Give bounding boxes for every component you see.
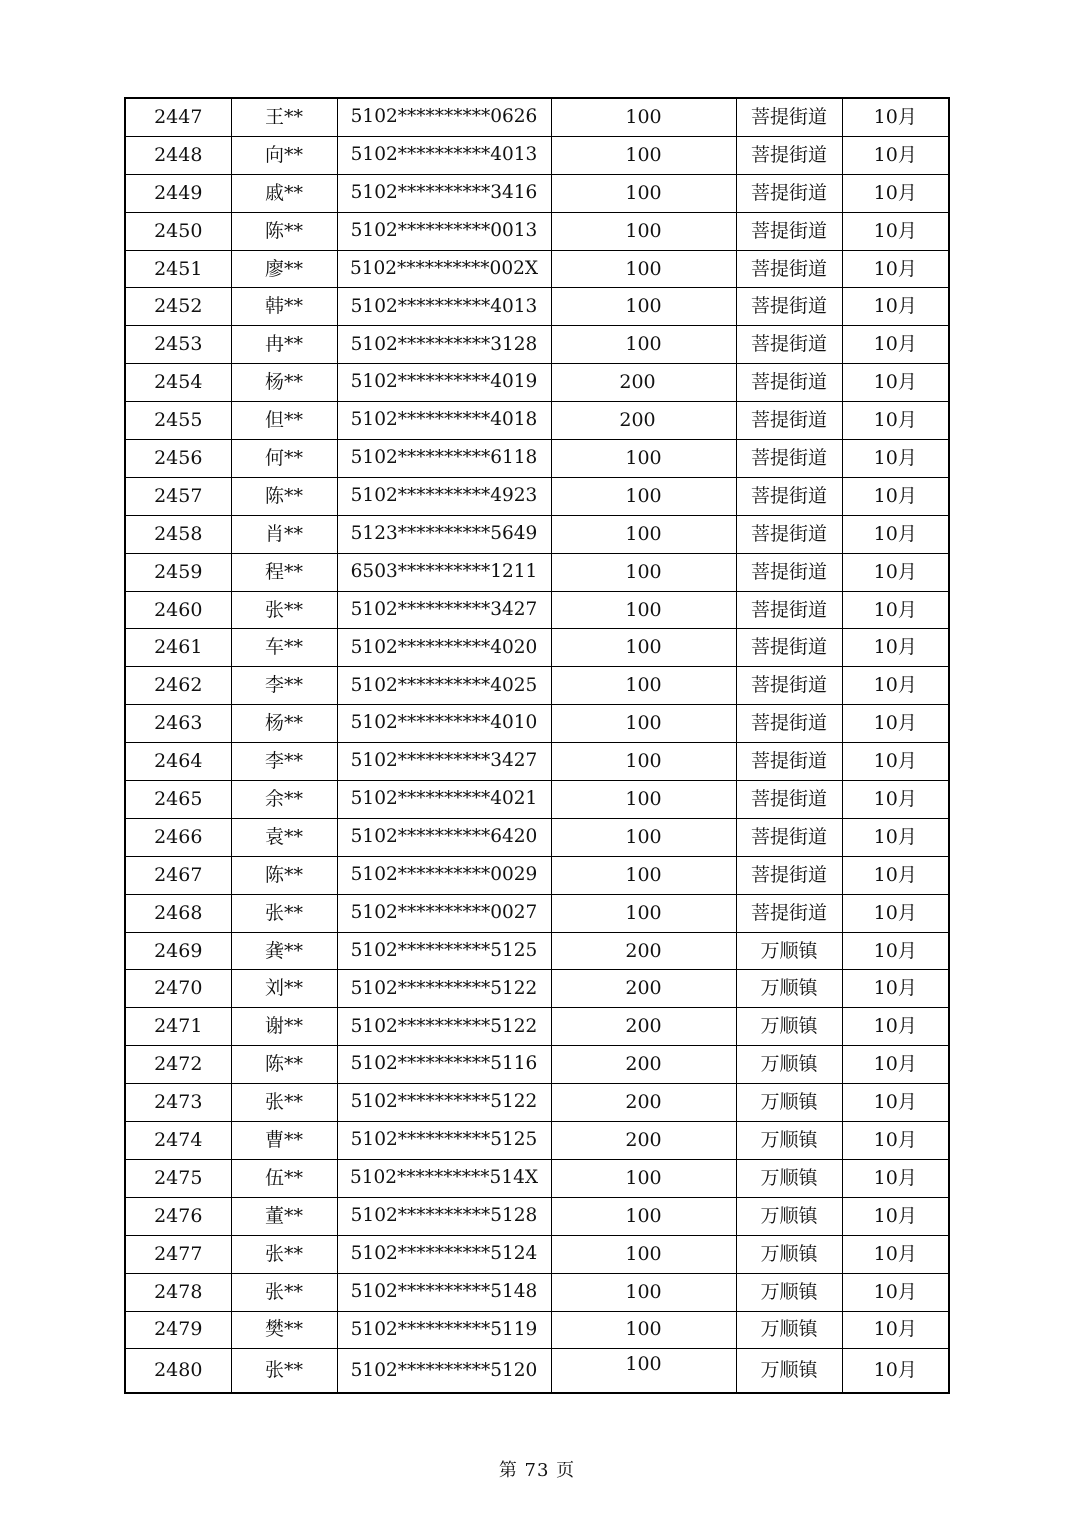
row-number-cell: 2471 — [125, 1008, 231, 1046]
month-cell: 10月 — [842, 781, 949, 819]
person-name-cell: 袁** — [231, 818, 337, 856]
table-row — [125, 1008, 949, 1046]
month-cell: 10月 — [842, 856, 949, 894]
row-number-cell: 2478 — [125, 1273, 231, 1311]
amount-cell: 100 — [551, 591, 736, 629]
person-name-cell: 杨** — [231, 705, 337, 743]
row-number-cell: 2467 — [125, 856, 231, 894]
row-number-cell: 2475 — [125, 1159, 231, 1197]
table-row — [125, 667, 949, 705]
amount-cell: 100 — [551, 477, 736, 515]
person-name-cell: 车** — [231, 629, 337, 667]
table-row — [125, 1122, 949, 1160]
person-name-cell: 樊** — [231, 1311, 337, 1349]
table-row — [125, 98, 949, 136]
row-number-cell: 2470 — [125, 970, 231, 1008]
area-cell: 万顺镇 — [736, 1235, 842, 1273]
id-number-cell: 5102**********5125 — [337, 1122, 551, 1160]
person-name-cell: 廖** — [231, 250, 337, 288]
person-name-cell: 向** — [231, 136, 337, 174]
row-number-cell: 2455 — [125, 402, 231, 440]
table-row — [125, 932, 949, 970]
table-row — [125, 781, 949, 819]
month-cell: 10月 — [842, 1122, 949, 1160]
month-cell: 10月 — [842, 894, 949, 932]
amount-cell: 100 — [551, 515, 736, 553]
person-name-cell: 张** — [231, 1349, 337, 1393]
month-cell: 10月 — [842, 1273, 949, 1311]
id-number-cell: 5102**********4018 — [337, 402, 551, 440]
month-cell: 10月 — [842, 1235, 949, 1273]
person-name-cell: 冉** — [231, 326, 337, 364]
month-cell: 10月 — [842, 364, 949, 402]
id-number-cell: 5102**********3128 — [337, 326, 551, 364]
month-cell: 10月 — [842, 1311, 949, 1349]
person-name-cell: 董** — [231, 1197, 337, 1235]
amount-cell: 100 — [551, 288, 736, 326]
id-number-cell: 5123**********5649 — [337, 515, 551, 553]
row-number-cell: 2449 — [125, 174, 231, 212]
area-cell: 菩提街道 — [736, 212, 842, 250]
person-name-cell: 但** — [231, 402, 337, 440]
amount-cell: 100 — [551, 781, 736, 819]
amount-cell: 100 — [551, 1349, 736, 1393]
id-number-cell: 5102**********4025 — [337, 667, 551, 705]
table-row — [125, 477, 949, 515]
amount-cell: 100 — [551, 1273, 736, 1311]
area-cell: 万顺镇 — [736, 1349, 842, 1393]
table-row — [125, 515, 949, 553]
id-number-cell: 5102**********6420 — [337, 818, 551, 856]
table-row — [125, 856, 949, 894]
amount-cell: 100 — [551, 250, 736, 288]
table-row — [125, 1159, 949, 1197]
row-number-cell: 2477 — [125, 1235, 231, 1273]
month-cell: 10月 — [842, 212, 949, 250]
area-cell: 菩提街道 — [736, 591, 842, 629]
area-cell: 万顺镇 — [736, 932, 842, 970]
month-cell: 10月 — [842, 932, 949, 970]
month-cell: 10月 — [842, 1046, 949, 1084]
amount-cell: 100 — [551, 212, 736, 250]
table-row — [125, 136, 949, 174]
area-cell: 万顺镇 — [736, 1197, 842, 1235]
area-cell: 菩提街道 — [736, 667, 842, 705]
amount-cell: 100 — [551, 1159, 736, 1197]
area-cell: 菩提街道 — [736, 629, 842, 667]
id-number-cell: 5102**********5119 — [337, 1311, 551, 1349]
row-number-cell: 2474 — [125, 1122, 231, 1160]
row-number-cell: 2451 — [125, 250, 231, 288]
area-cell: 菩提街道 — [736, 136, 842, 174]
row-number-cell: 2456 — [125, 440, 231, 478]
month-cell: 10月 — [842, 288, 949, 326]
table-row — [125, 250, 949, 288]
id-number-cell: 5102**********0626 — [337, 98, 551, 136]
area-cell: 菩提街道 — [736, 326, 842, 364]
amount-cell: 100 — [551, 98, 736, 136]
amount-cell: 100 — [551, 818, 736, 856]
amount-cell: 100 — [551, 553, 736, 591]
id-number-cell: 5102**********5116 — [337, 1046, 551, 1084]
table-row — [125, 818, 949, 856]
amount-cell: 100 — [551, 894, 736, 932]
row-number-cell: 2453 — [125, 326, 231, 364]
id-number-cell: 5102**********514X — [337, 1159, 551, 1197]
id-number-cell: 5102**********4010 — [337, 705, 551, 743]
month-cell: 10月 — [842, 402, 949, 440]
month-cell: 10月 — [842, 1159, 949, 1197]
person-name-cell: 陈** — [231, 477, 337, 515]
table-row — [125, 1273, 949, 1311]
area-cell: 万顺镇 — [736, 1122, 842, 1160]
amount-cell: 200 — [551, 932, 736, 970]
amount-cell: 200 — [551, 1084, 736, 1122]
amount-cell: 200 — [551, 970, 736, 1008]
person-name-cell: 李** — [231, 743, 337, 781]
amount-cell: 200 — [551, 402, 736, 440]
id-number-cell: 5102**********0027 — [337, 894, 551, 932]
person-name-cell: 杨** — [231, 364, 337, 402]
amount-cell: 100 — [551, 856, 736, 894]
table-row — [125, 326, 949, 364]
page-number: 第 73 页 — [498, 1460, 576, 1481]
person-name-cell: 龚** — [231, 932, 337, 970]
table-row — [125, 894, 949, 932]
person-name-cell: 肖** — [231, 515, 337, 553]
row-number-cell: 2480 — [125, 1349, 231, 1393]
amount-cell: 100 — [551, 136, 736, 174]
row-number-cell: 2459 — [125, 553, 231, 591]
month-cell: 10月 — [842, 1084, 949, 1122]
table-body — [125, 98, 949, 1393]
row-number-cell: 2465 — [125, 781, 231, 819]
amount-cell: 100 — [551, 667, 736, 705]
area-cell: 万顺镇 — [736, 1084, 842, 1122]
amount-cell: 100 — [551, 1311, 736, 1349]
table-row — [125, 1235, 949, 1273]
amount-cell: 200 — [551, 1008, 736, 1046]
row-number-cell: 2466 — [125, 818, 231, 856]
amount-cell: 100 — [551, 705, 736, 743]
row-number-cell: 2447 — [125, 98, 231, 136]
row-number-cell: 2454 — [125, 364, 231, 402]
table-row — [125, 174, 949, 212]
person-name-cell: 余** — [231, 781, 337, 819]
table-row — [125, 553, 949, 591]
id-number-cell: 5102**********4019 — [337, 364, 551, 402]
amount-cell: 100 — [551, 1235, 736, 1273]
area-cell: 菩提街道 — [736, 515, 842, 553]
month-cell: 10月 — [842, 174, 949, 212]
row-number-cell: 2461 — [125, 629, 231, 667]
table-row — [125, 1311, 949, 1349]
id-number-cell: 5102**********4013 — [337, 136, 551, 174]
table-row — [125, 288, 949, 326]
area-cell: 菩提街道 — [736, 98, 842, 136]
amount-cell: 200 — [551, 364, 736, 402]
data-table — [124, 97, 950, 1394]
person-name-cell: 戚** — [231, 174, 337, 212]
table-row — [125, 629, 949, 667]
id-number-cell: 5102**********0029 — [337, 856, 551, 894]
row-number-cell: 2450 — [125, 212, 231, 250]
month-cell: 10月 — [842, 591, 949, 629]
person-name-cell: 韩** — [231, 288, 337, 326]
person-name-cell: 李** — [231, 667, 337, 705]
amount-cell: 100 — [551, 174, 736, 212]
area-cell: 菩提街道 — [736, 781, 842, 819]
person-name-cell: 陈** — [231, 856, 337, 894]
id-number-cell: 6503**********1211 — [337, 553, 551, 591]
month-cell: 10月 — [842, 1349, 949, 1393]
area-cell: 菩提街道 — [736, 553, 842, 591]
area-cell: 万顺镇 — [736, 1311, 842, 1349]
month-cell: 10月 — [842, 440, 949, 478]
table-row — [125, 1197, 949, 1235]
id-number-cell: 5102**********3416 — [337, 174, 551, 212]
area-cell: 菩提街道 — [736, 894, 842, 932]
table-row — [125, 705, 949, 743]
month-cell: 10月 — [842, 477, 949, 515]
person-name-cell: 伍** — [231, 1159, 337, 1197]
row-number-cell: 2469 — [125, 932, 231, 970]
row-number-cell: 2468 — [125, 894, 231, 932]
month-cell: 10月 — [842, 705, 949, 743]
row-number-cell: 2473 — [125, 1084, 231, 1122]
amount-cell: 100 — [551, 440, 736, 478]
area-cell: 万顺镇 — [736, 1008, 842, 1046]
row-number-cell: 2457 — [125, 477, 231, 515]
month-cell: 10月 — [842, 553, 949, 591]
row-number-cell: 2448 — [125, 136, 231, 174]
table-row — [125, 1349, 949, 1393]
amount-cell: 200 — [551, 1122, 736, 1160]
id-number-cell: 5102**********0013 — [337, 212, 551, 250]
row-number-cell: 2452 — [125, 288, 231, 326]
id-number-cell: 5102**********3427 — [337, 743, 551, 781]
id-number-cell: 5102**********3427 — [337, 591, 551, 629]
amount-cell: 100 — [551, 629, 736, 667]
id-number-cell: 5102**********5122 — [337, 1084, 551, 1122]
table-row — [125, 970, 949, 1008]
area-cell: 菩提街道 — [736, 743, 842, 781]
area-cell: 菩提街道 — [736, 288, 842, 326]
person-name-cell: 王** — [231, 98, 337, 136]
id-number-cell: 5102**********6118 — [337, 440, 551, 478]
id-number-cell: 5102**********4923 — [337, 477, 551, 515]
row-number-cell: 2479 — [125, 1311, 231, 1349]
person-name-cell: 陈** — [231, 1046, 337, 1084]
month-cell: 10月 — [842, 326, 949, 364]
month-cell: 10月 — [842, 250, 949, 288]
person-name-cell: 曹** — [231, 1122, 337, 1160]
month-cell: 10月 — [842, 667, 949, 705]
row-number-cell: 2463 — [125, 705, 231, 743]
month-cell: 10月 — [842, 515, 949, 553]
id-number-cell: 5102**********5120 — [337, 1349, 551, 1393]
table-row — [125, 440, 949, 478]
id-number-cell: 5102**********5124 — [337, 1235, 551, 1273]
amount-cell: 100 — [551, 1197, 736, 1235]
month-cell: 10月 — [842, 1008, 949, 1046]
row-number-cell: 2476 — [125, 1197, 231, 1235]
area-cell: 菩提街道 — [736, 818, 842, 856]
month-cell: 10月 — [842, 136, 949, 174]
person-name-cell: 程** — [231, 553, 337, 591]
table-row — [125, 364, 949, 402]
table-row — [125, 1046, 949, 1084]
month-cell: 10月 — [842, 629, 949, 667]
id-number-cell: 5102**********5122 — [337, 1008, 551, 1046]
area-cell: 菩提街道 — [736, 705, 842, 743]
person-name-cell: 张** — [231, 1084, 337, 1122]
area-cell: 菩提街道 — [736, 440, 842, 478]
month-cell: 10月 — [842, 818, 949, 856]
person-name-cell: 张** — [231, 1273, 337, 1311]
area-cell: 菩提街道 — [736, 477, 842, 515]
row-number-cell: 2472 — [125, 1046, 231, 1084]
id-number-cell: 5102**********4020 — [337, 629, 551, 667]
id-number-cell: 5102**********5128 — [337, 1197, 551, 1235]
person-name-cell: 张** — [231, 1235, 337, 1273]
table-row — [125, 212, 949, 250]
month-cell: 10月 — [842, 98, 949, 136]
month-cell: 10月 — [842, 743, 949, 781]
id-number-cell: 5102**********4013 — [337, 288, 551, 326]
row-number-cell: 2464 — [125, 743, 231, 781]
table-row — [125, 743, 949, 781]
amount-cell: 100 — [551, 326, 736, 364]
amount-cell: 200 — [551, 1046, 736, 1084]
area-cell: 菩提街道 — [736, 402, 842, 440]
id-number-cell: 5102**********002X — [337, 250, 551, 288]
table-row — [125, 402, 949, 440]
table-row — [125, 591, 949, 629]
row-number-cell: 2460 — [125, 591, 231, 629]
area-cell: 万顺镇 — [736, 1159, 842, 1197]
area-cell: 万顺镇 — [736, 1046, 842, 1084]
month-cell: 10月 — [842, 1197, 949, 1235]
id-number-cell: 5102**********5148 — [337, 1273, 551, 1311]
person-name-cell: 张** — [231, 894, 337, 932]
row-number-cell: 2458 — [125, 515, 231, 553]
person-name-cell: 谢** — [231, 1008, 337, 1046]
table-row — [125, 1084, 949, 1122]
month-cell: 10月 — [842, 970, 949, 1008]
id-number-cell: 5102**********4021 — [337, 781, 551, 819]
row-number-cell: 2462 — [125, 667, 231, 705]
area-cell: 菩提街道 — [736, 856, 842, 894]
person-name-cell: 张** — [231, 591, 337, 629]
area-cell: 万顺镇 — [736, 1273, 842, 1311]
person-name-cell: 陈** — [231, 212, 337, 250]
area-cell: 菩提街道 — [736, 174, 842, 212]
person-name-cell: 何** — [231, 440, 337, 478]
amount-cell: 100 — [551, 743, 736, 781]
area-cell: 万顺镇 — [736, 970, 842, 1008]
area-cell: 菩提街道 — [736, 250, 842, 288]
area-cell: 菩提街道 — [736, 364, 842, 402]
id-number-cell: 5102**********5125 — [337, 932, 551, 970]
id-number-cell: 5102**********5122 — [337, 970, 551, 1008]
person-name-cell: 刘** — [231, 970, 337, 1008]
